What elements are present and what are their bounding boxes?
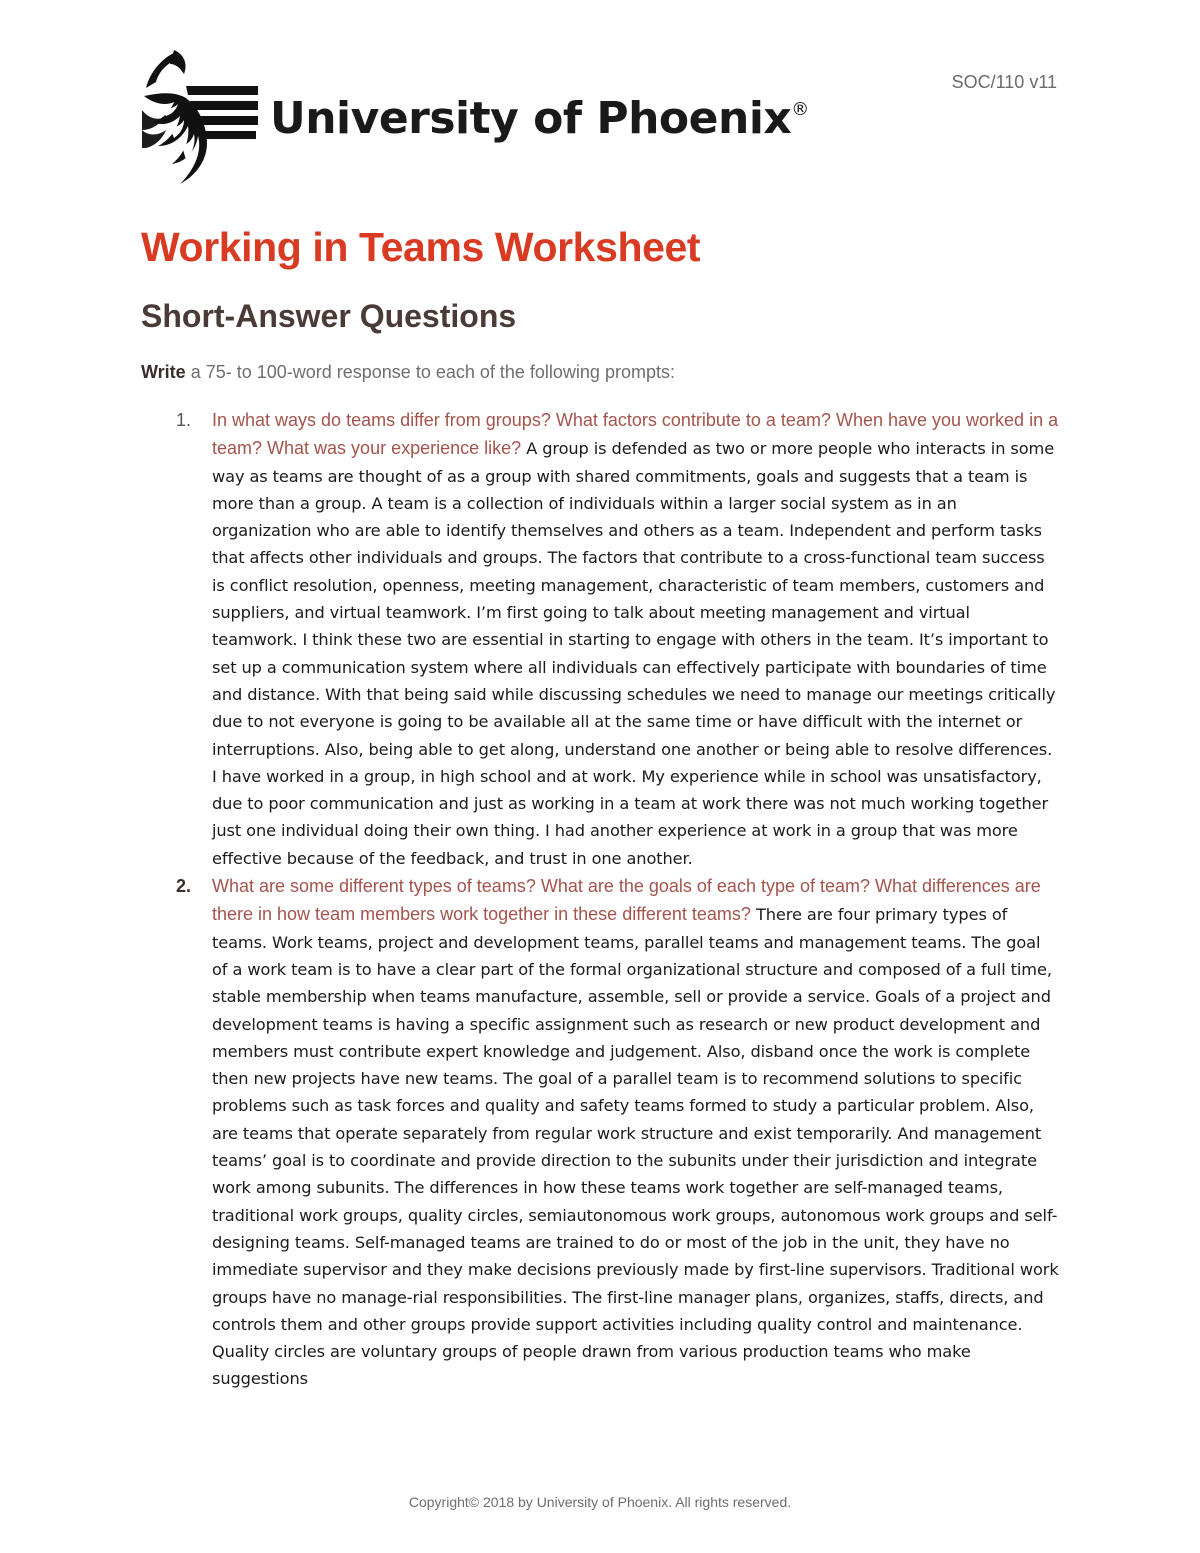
question-number: 1. <box>176 410 192 430</box>
question-prompt: What are some different types of teams? What are the goals of each type of team? What differences are there in how team members work together in these different teams? <box>212 876 1041 925</box>
question-answer: There are four primary types of teams. Work teams, project and development teams, parallel teams and management teams. The goal of a work team is to have a clear part of the formal organizational structure and composed of a full time, stable membership when teams manufacture, assemble, sell or provide a service. Goals of a project and development teams is having a specific assignment such as research or new product development and members must contribute expert knowledge and judgement. Also, disband once the work is complete then new projects have new teams. The goal of a parallel team is to recommend solutions to specific problems such as task forces and quality and safety teams formed to study a particular problem. Also, are teams that operate separately from regular work structure and exist temporarily. And management teams’ goal is to coordinate and provide direction to the subunits under their jurisdiction and integrate work among subunits. The differences in how these teams work together are self-managed teams, traditional work groups, quality circles, semiautonomous work groups, autonomous work groups and self-designing teams. Self-managed teams are trained to do or most of the job in the unit, they have no immediate supervisor and they make decisions previously made by first-line supervisors. Traditional work groups have no manage-rial responsibilities. The first-line manager plans, organizes, staffs, directs, and controls them and other groups provide support activities including quality control and maintenance. Quality circles are voluntary groups of people drawn from various production teams who make suggestions <box>212 905 1059 1389</box>
question-number: 2. <box>176 876 192 897</box>
question-item <box>170 407 1060 873</box>
question-answer: A group is defended as two or more people who interacts in some way as teams are thought of as a group with shared commitments, goals and suggests that a team is more than a group. A team is a collection of individuals within a larger social system as in an organization who are able to identify themselves and others as a team. Independent and perform tasks that affects other individuals and groups. The factors that contribute to a cross-functional team success is conflict resolution, openness, meeting management, characteristic of team members, customers and suppliers, and virtual teamwork. I’m first going to talk about meeting management and virtual teamwork. I think these two are essential in starting to engage with others in the team. It’s important to set up a communication system where all individuals can effectively participate with boundaries of time and distance. With that being said while discussing schedules we need to manage our meetings critically due to not everyone is going to be available all at the same time or have difficult with the internet or interruptions. Also, being able to get along, understand one another or being able to resolve differences. I have worked in a group, in high school and at work. My experience while in school was unsatisfactory, due to poor communication and just as working in a team at work there was not much working together just one individual doing their own thing. I had another experience at work in a group that was more effective because of the feedback, and trust in one another. <box>212 439 1056 868</box>
university-logo <box>140 48 809 188</box>
instructions-text: a 75- to 100-word response to each of the following prompts: <box>185 362 675 382</box>
instructions-verb: Write <box>141 362 186 382</box>
logo-wordmark: University of Phoenix® <box>270 92 809 144</box>
question-prompt: In what ways do teams differ from groups? What factors contribute to a team? When have you worked in a team? What was your experience like? <box>212 410 1059 459</box>
instructions <box>141 362 675 383</box>
page-title: Working in Teams Worksheet <box>141 224 701 270</box>
question-list <box>170 407 1060 1394</box>
phoenix-bird-icon <box>140 48 262 188</box>
copyright-footer: Copyright© 2018 by University of Phoenix. All rights reserved. <box>408 1494 792 1510</box>
question-item <box>170 873 1060 1394</box>
registered-mark: ® <box>791 98 809 120</box>
section-heading: Short-Answer Questions <box>141 298 517 334</box>
course-code: SOC/110 v11 <box>951 72 1057 92</box>
